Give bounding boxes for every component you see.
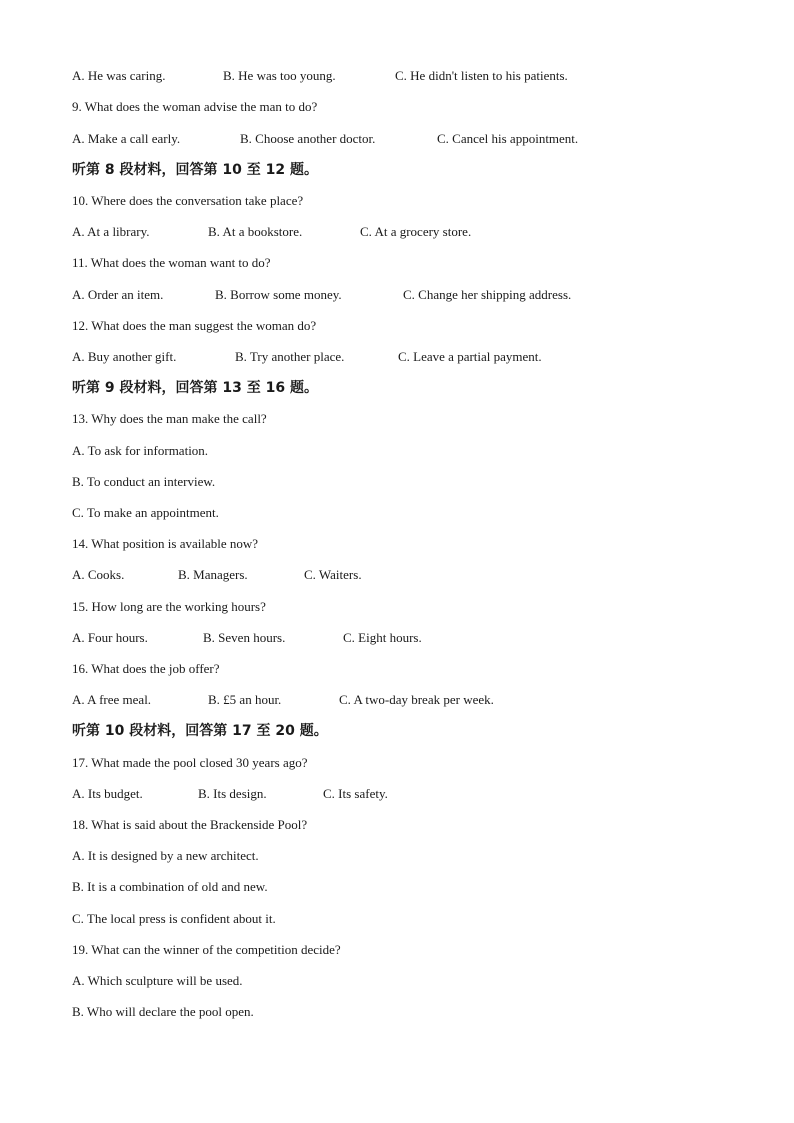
option-a: A. Order an item. xyxy=(72,287,164,302)
option-c: C. Cancel his appointment. xyxy=(437,131,579,146)
option-c: C. Leave a partial payment. xyxy=(398,349,542,364)
question-text: 13. Why does the man make the call? xyxy=(72,411,267,426)
option-line: B. It is a combination of old and new. xyxy=(72,879,268,894)
section-heading: 听第 8 段材料，回答第 10 至 12 题。 xyxy=(72,162,318,178)
option-c: C. He didn't listen to his patients. xyxy=(395,68,568,83)
question-text: 18. What is said about the Brackenside Pool? xyxy=(72,817,308,832)
option-c: C. Waiters. xyxy=(304,567,362,582)
option-b: B. At a bookstore. xyxy=(208,224,303,239)
option-a: A. A free meal. xyxy=(72,692,152,707)
question-text: 10. Where does the conversation take place? xyxy=(72,193,304,208)
option-a: A. At a library. xyxy=(72,224,150,239)
option-c: C. Its safety. xyxy=(323,786,388,801)
option-b: B. Try another place. xyxy=(235,349,345,364)
question-text: 14. What position is available now? xyxy=(72,536,259,551)
option-c: C. Change her shipping address. xyxy=(403,287,572,302)
option-a: A. Buy another gift. xyxy=(72,349,177,364)
option-line: C. To make an appointment. xyxy=(72,505,219,520)
option-a: A. He was caring. xyxy=(72,68,166,83)
option-c: C. A two-day break per week. xyxy=(339,692,494,707)
option-b: B. Borrow some money. xyxy=(215,287,342,302)
option-a: A. Its budget. xyxy=(72,786,143,801)
question-text: 12. What does the man suggest the woman do? xyxy=(72,318,317,333)
option-line: A. To ask for information. xyxy=(72,443,209,458)
option-b: B. Its design. xyxy=(198,786,267,801)
question-text: 17. What made the pool closed 30 years ago? xyxy=(72,755,308,770)
question-text: 11. What does the woman want to do? xyxy=(72,255,271,270)
question-text: 15. How long are the working hours? xyxy=(72,599,266,614)
option-a: A. Four hours. xyxy=(72,630,148,645)
option-line: A. It is designed by a new architect. xyxy=(72,848,259,863)
option-b: B. £5 an hour. xyxy=(208,692,282,707)
option-line: C. The local press is confident about it. xyxy=(72,911,276,926)
option-line: B. Who will declare the pool open. xyxy=(72,1004,254,1019)
option-line: A. Which sculpture will be used. xyxy=(72,973,243,988)
question-text: 9. What does the woman advise the man to do? xyxy=(72,99,318,114)
option-line: B. To conduct an interview. xyxy=(72,474,216,489)
option-a: A. Cooks. xyxy=(72,567,125,582)
option-c: C. At a grocery store. xyxy=(360,224,472,239)
option-b: B. Seven hours. xyxy=(203,630,286,645)
option-c: C. Eight hours. xyxy=(343,630,422,645)
question-text: 16. What does the job offer? xyxy=(72,661,220,676)
option-b: B. He was too young. xyxy=(223,68,336,83)
option-b: B. Managers. xyxy=(178,567,248,582)
section-heading: 听第 10 段材料，回答第 17 至 20 题。 xyxy=(72,723,328,739)
section-heading: 听第 9 段材料，回答第 13 至 16 题。 xyxy=(72,380,318,396)
option-a: A. Make a call early. xyxy=(72,131,181,146)
option-b: B. Choose another doctor. xyxy=(240,131,376,146)
question-text: 19. What can the winner of the competition decide? xyxy=(72,942,341,957)
